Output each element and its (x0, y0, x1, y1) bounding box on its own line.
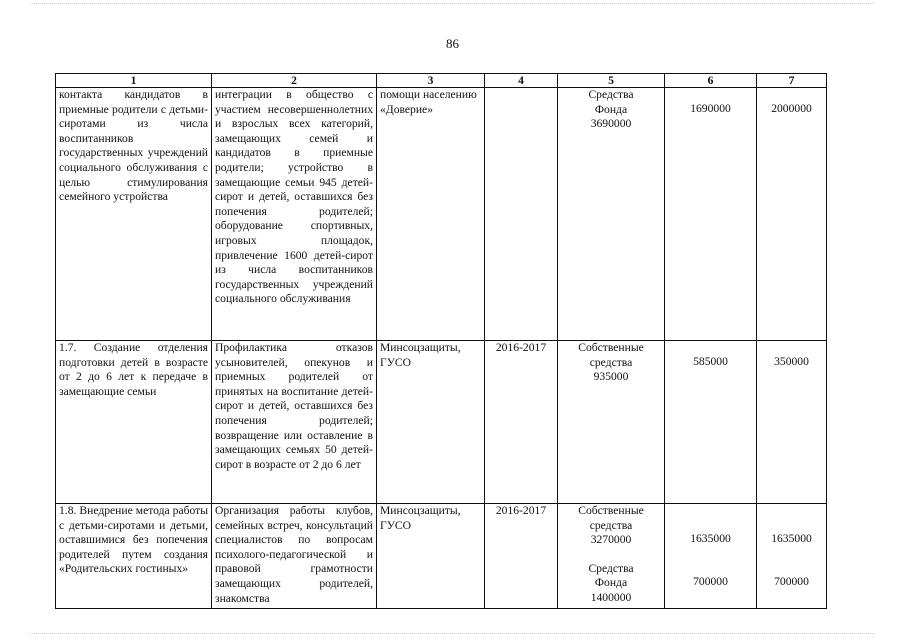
header-cell-3: 3 (377, 74, 485, 88)
funding-amount: 1400000 (590, 590, 632, 604)
measure-cell: контакта кандидатов в приемные родители с детьми-сиротами из числа воспитанников государственных учреждений социального обслуживания с целью стимулирования семейного устройства (56, 88, 212, 341)
table-row (56, 341, 827, 504)
scan-edge-bottom (30, 633, 875, 636)
amount-year-2: 350000 (757, 341, 827, 504)
funding-source: средства (589, 518, 633, 532)
funding-source: Фонда (594, 576, 628, 590)
funding-source: Собственные (578, 341, 644, 354)
executor-cell: Минсоцзащиты, ГУСО (377, 504, 485, 609)
result-cell: Организация работы клубов, семейных встреч, консультаций специалистов по вопросам психолого-педагогической и правовой грамотности замещающих родителей, знакомства (212, 504, 377, 609)
funding-amount: 3690000 (590, 117, 632, 131)
funding-source: Собственные (578, 504, 644, 517)
header-cell-1: 1 (56, 74, 212, 88)
funding-amount: 935000 (593, 370, 629, 384)
period-cell: 2016-2017 (485, 504, 558, 609)
executor-cell: помощи населению «Доверие» (377, 88, 485, 341)
funding-source: Фонда (594, 102, 628, 116)
funding-source: Средства (588, 561, 634, 575)
amount-year-2: 2000000 (757, 88, 827, 341)
header-cell-2: 2 (212, 74, 377, 88)
result-cell: интеграции в общество с участием несовершеннолетних и взрослых всех категорий, замещающих семей и кандидатов в приемные родители; устройство в замещающие семьи 945 детей-сирот и детей, оставшихся без попечения родителей; оборудование спортивных, игровых площадок, привлечение 1600 детей-сирот из числа воспитанников государственных учреждений социального обслуживания (212, 88, 377, 341)
funding-cell (558, 341, 665, 504)
funding-cell (558, 504, 665, 609)
amount-year-1: 585000 (665, 341, 757, 504)
amount-year-1: 1690000 (665, 88, 757, 341)
measure-cell: 1.8. Внедрение метода работы с детьми-сиротами и детьми, оставшимися без попечения родителей путем создания «Родительских гостиных» (56, 504, 212, 609)
measure-cell: 1.7. Создание отделения подготовки детей в возрасте от 2 до 6 лет к передаче в замещающие семьи (56, 341, 212, 504)
executor-cell: Минсоцзащиты, ГУСО (377, 341, 485, 504)
header-cell-6: 6 (665, 74, 757, 88)
header-cell-4: 4 (485, 74, 558, 88)
period-cell (485, 88, 558, 341)
scan-edge-top (30, 3, 875, 6)
funding-cell (558, 88, 665, 341)
header-cell-5: 5 (558, 74, 665, 88)
amount-year-2: 1635000 700000 (757, 504, 827, 609)
funding-source: Средства (588, 88, 634, 101)
header-row (56, 74, 827, 88)
page-number: 86 (446, 36, 459, 51)
result-cell: Профилактика отказов усыновителей, опекунов и приемных родителей от принятых на воспитание детей-сирот и детей, оставшихся без попечения родителей; возвращение или оставление в замещающих семьях 50 детей-сирот в возрасте от 2 до 6 лет (212, 341, 377, 504)
table-row (56, 88, 827, 341)
period-cell: 2016-2017 (485, 341, 558, 504)
funding-source: средства (589, 355, 633, 369)
header-cell-7: 7 (757, 74, 827, 88)
funding-amount: 3270000 (590, 533, 632, 547)
table-row (56, 504, 827, 609)
program-table (55, 73, 827, 609)
amount-year-1: 1635000 700000 (665, 504, 757, 609)
